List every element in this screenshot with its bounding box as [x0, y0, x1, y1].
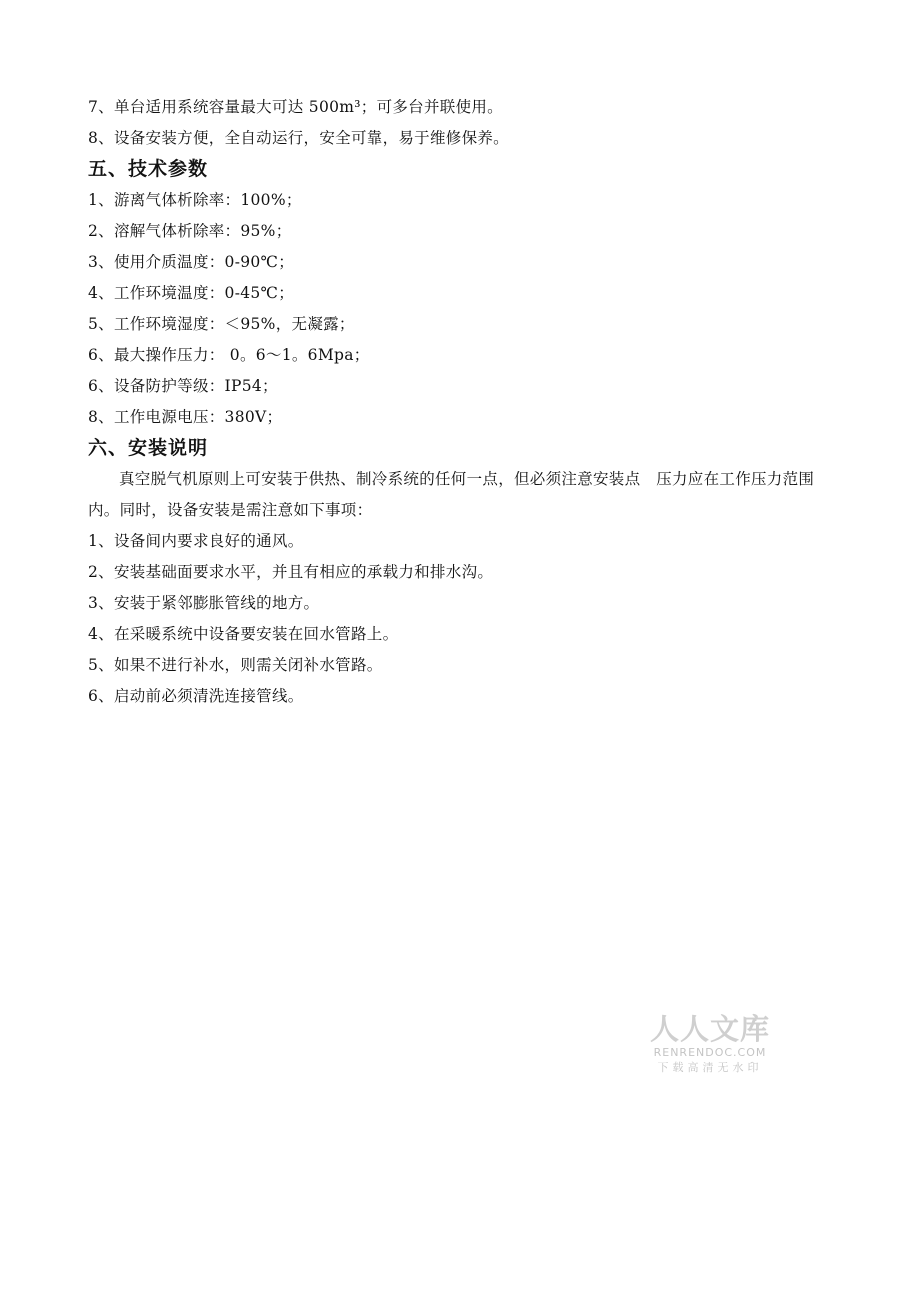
installation-item: 5、如果不进行补水，则需关闭补水管路。 [88, 656, 383, 674]
parameter-item: 4、工作环境温度：0-45℃； [88, 284, 295, 302]
installation-item: 3、安装于紧邻膨胀管线的地方。 [88, 594, 320, 612]
parameter-item: 3、使用介质温度：0-90℃； [88, 253, 295, 271]
installation-paragraph: 真空脱气机原则上可安装于供热、制冷系统的任何一点，但必须注意安装点 压力应在工作压力范围内。同时，设备安装是需注意如下事项： [88, 470, 815, 519]
watermark-slogan: 下载高清无水印 [657, 1061, 763, 1074]
parameter-item: 6、设备防护等级：IP54； [88, 377, 278, 395]
parameter-item: 2、溶解气体析除率：95%； [88, 222, 292, 240]
installation-item: 2、安装基础面要求水平，并且有相应的承载力和排水沟。 [88, 563, 494, 581]
installation-item: 1、设备间内要求良好的通风。 [88, 532, 304, 550]
installation-item: 6、启动前必须清洗连接管线。 [88, 687, 304, 705]
parameter-item: 6、最大操作压力： 0。6～1。6Mpa； [88, 346, 370, 364]
parameter-item: 8、工作电源电压：380V； [88, 408, 283, 426]
feature-item-8: 8、设备安装方便，全自动运行，安全可靠，易于维修保养。 [88, 129, 509, 147]
watermark-domain: RENRENDOC.COM [653, 1046, 767, 1059]
installation-item: 4、在采暖系统中设备要安装在回水管路上。 [88, 625, 399, 643]
section-heading-installation: 六、安装说明 [88, 437, 209, 459]
feature-item-7: 7、单台适用系统容量最大可达 500m³；可多台并联使用。 [88, 98, 503, 116]
watermark-logo [645, 1012, 775, 1076]
document-body [88, 92, 833, 712]
parameter-item: 5、工作环境湿度：＜95%，无凝露； [88, 315, 355, 333]
parameter-item: 1、游离气体析除率：100%； [88, 191, 302, 209]
section-heading-technical-parameters: 五、技术参数 [88, 158, 209, 180]
watermark-title: 人人文库 [649, 1012, 770, 1046]
